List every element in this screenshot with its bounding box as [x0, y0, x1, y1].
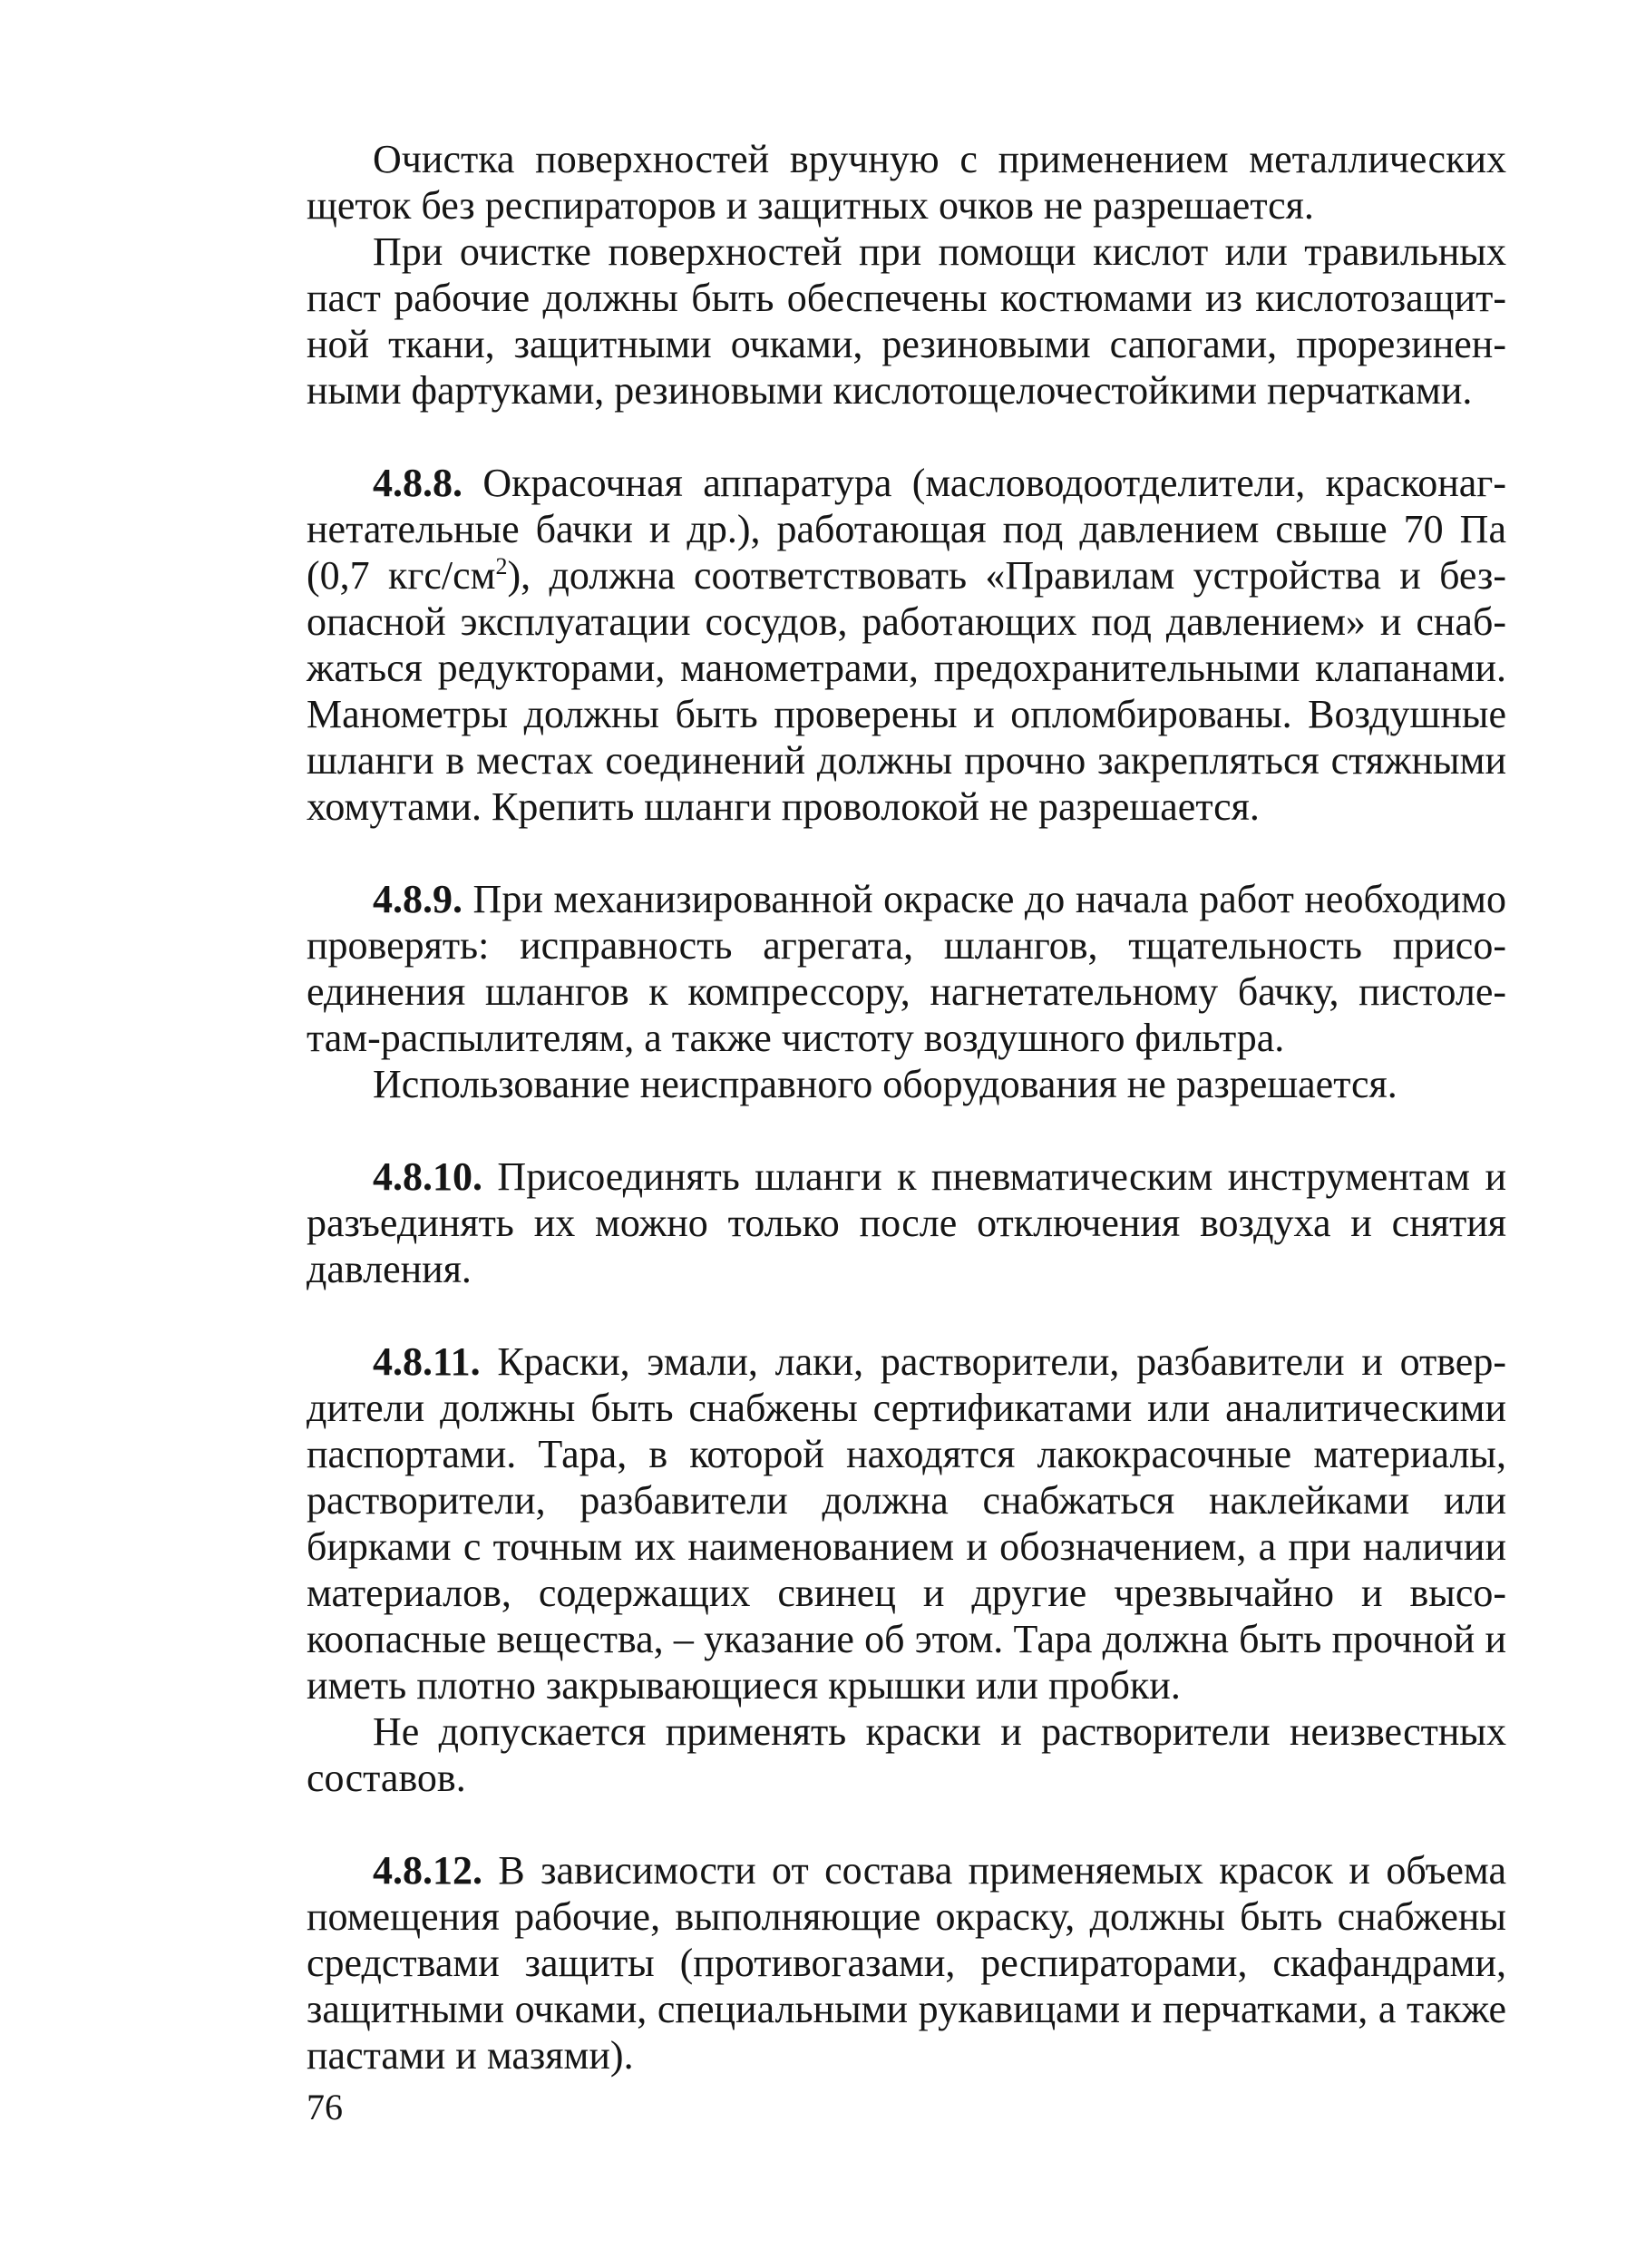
paragraph-4-8-8 — [307, 460, 1506, 830]
paragraph-text: Окрасочная аппаратура (масловодоотделители, красконагнетательные бачки и др.), работающая под давлением свыше 70 Па (0,7 кгс/см — [307, 461, 1506, 598]
clause-number: 4.8.12. — [373, 1848, 482, 1893]
paragraph-text: Очистка поверхностей вручную с применением металлических щеток без респираторов и защитных очков не разрешается. — [307, 137, 1506, 228]
paragraph-text: В зависимости от состава применяемых красок и объема помещения рабочие, выполняющие окраску, должны быть снабжены средствами защиты (противогазами, респираторами, скафандрами, защитными очками, специальными рукавицами и перчатками, а также пастами и мазями). — [307, 1848, 1506, 2078]
paragraph-text: Не допускается применять краски и растворители неизвестных составов. — [307, 1709, 1506, 1800]
paragraph-4-8-9 — [307, 876, 1506, 1061]
paragraph-4-8-12 — [307, 1847, 1506, 2078]
clause-number: 4.8.11. — [373, 1339, 481, 1384]
paragraph-text-continued: ), должна соответствовать «Правилам устройства и безопасной эксплуатации сосудов, работающих под давлением» и снабжаться редукторами, манометрами, предохранительными клапанами. Манометры должны быть проверены и опломбированы. Воздушные шланги в местах соединений должны прочно закрепляться стяжными хомутами. Крепить шланги проволокой не разрешается. — [307, 553, 1507, 829]
paragraph-text: Краски, эмали, лаки, растворители, разбавители и отвердители должны быть снабжены сертификатами или аналитическими паспортами. Тара, в которой находятся лакокрасочные материалы, растворители, разбавители должна снабжаться наклейками или бирками с точным их наименованием и обозначением, а при наличии материалов, содержащих свинец и другие чрезвычайно и высокоопасные вещества, – указание об этом. Тара должна быть прочной и иметь плотно закрывающиеся крышки или пробки. — [307, 1339, 1506, 1708]
paragraph-unknown-compositions — [307, 1708, 1506, 1801]
clause-number: 4.8.8. — [373, 461, 463, 505]
superscript: 2 — [495, 553, 508, 579]
paragraph-4-8-11 — [307, 1338, 1506, 1708]
paragraph-text: При механизированной окраске до начала работ необходимо проверять: исправность агрегата, шлангов, тщательность присоединения шлангов к компрессору, нагнетательному бачку, пистолетам-распылителям, а также чистоту воздушного фильтра. — [307, 877, 1506, 1060]
paragraph-surface-cleaning-manual — [307, 136, 1506, 229]
paragraph-acid-cleaning — [307, 229, 1506, 414]
paragraph-text: При очистке поверхностей при помощи кислот или травильных паст рабочие должны быть обеспечены костюмами из кислотозащитной ткани, защитными очками, резиновыми сапогами, прорезиненными фартуками, резиновыми кислотощелочестойкими перчатками. — [307, 229, 1506, 413]
paragraph-faulty-equipment — [307, 1061, 1506, 1107]
clause-number: 4.8.9. — [373, 877, 463, 921]
clause-number: 4.8.10. — [373, 1154, 482, 1199]
document-body — [307, 136, 1506, 2078]
paragraph-4-8-10 — [307, 1153, 1506, 1292]
paragraph-text: Использование неисправного оборудования не разрешается. — [373, 1062, 1397, 1106]
page-number: 76 — [307, 2087, 343, 2127]
paragraph-text: Присоединять шланги к пневматическим инструментам и разъединять их можно только после отключения воздуха и снятия давления. — [307, 1154, 1506, 1291]
